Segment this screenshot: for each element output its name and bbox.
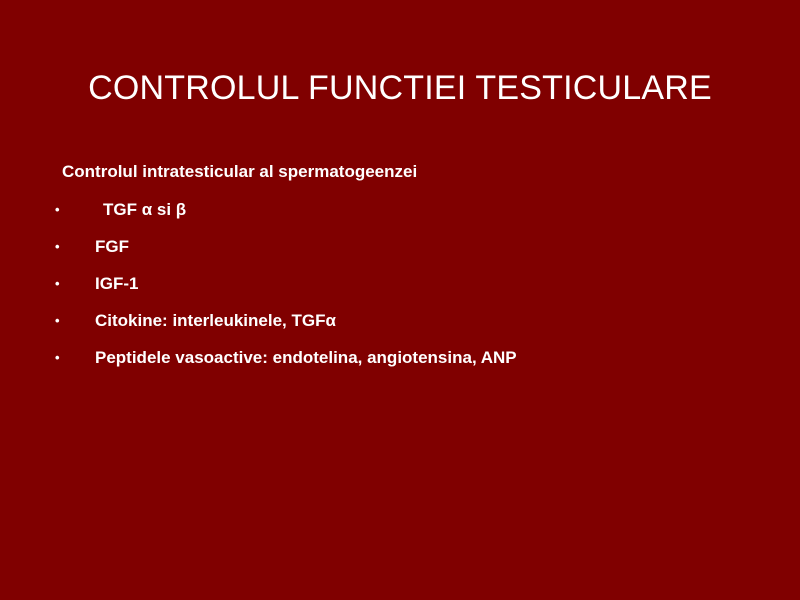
slide-subtitle: Controlul intratesticular al spermatogeenzei [62,162,418,181]
bullet-text: Citokine: interleukinele, TGFα [95,311,336,330]
bullet-text: TGF α si β [103,200,187,219]
bullet-dot-icon: • [55,239,60,254]
bullet-item-igf [0,273,800,310]
bullet-list [0,199,800,384]
bullet-dot-icon: • [55,276,60,291]
bullet-item-tgf [0,199,800,236]
bullet-text: Peptidele vasoactive: endotelina, angiotensina, ANP [95,348,517,367]
bullet-item-peptidele [0,347,800,384]
slide-title: CONTROLUL FUNCTIEI TESTICULARE [88,69,712,107]
bullet-item-fgf [0,236,800,273]
bullet-dot-icon: • [55,313,60,328]
bullet-item-citokine [0,310,800,347]
bullet-dot-icon: • [55,350,60,365]
bullet-text: FGF [95,237,129,256]
bullet-text: IGF-1 [95,274,139,293]
bullet-dot-icon: • [55,202,60,217]
